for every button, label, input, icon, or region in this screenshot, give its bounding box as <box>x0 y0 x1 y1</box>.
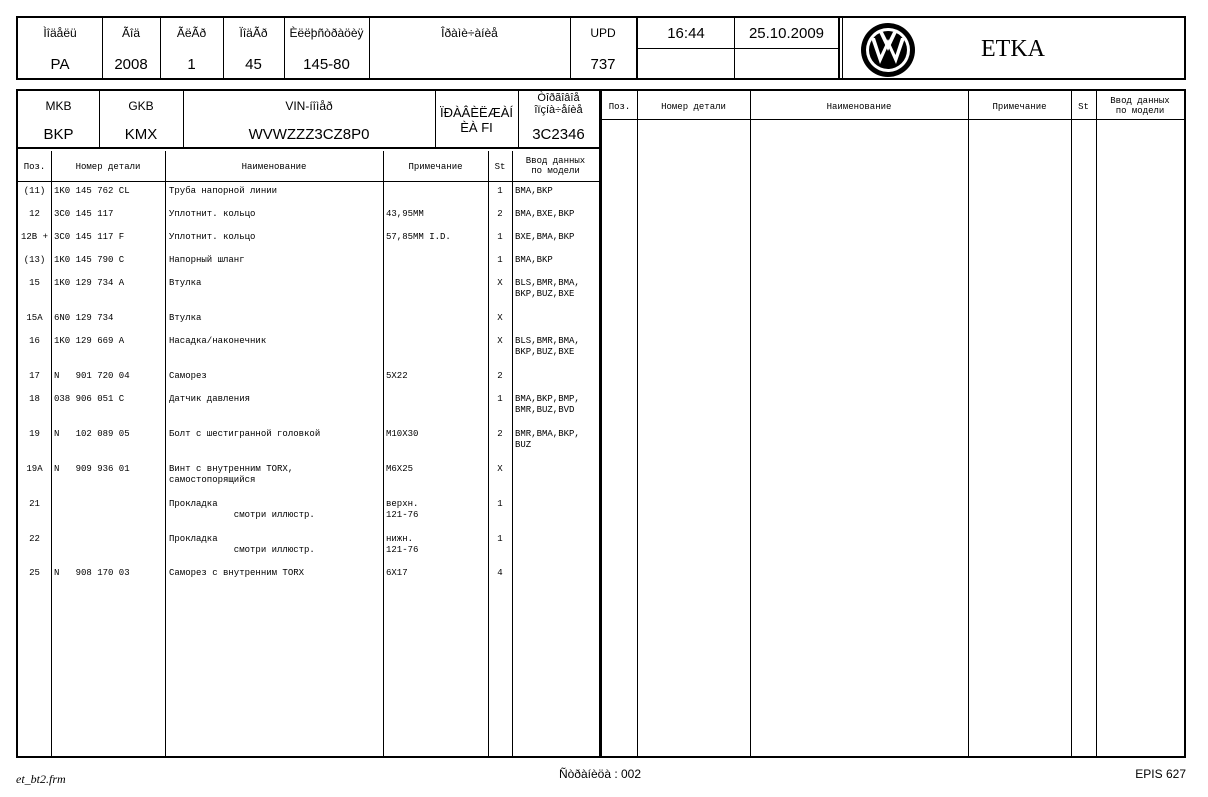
table-cell-st: 4 <box>497 568 503 578</box>
header-label-maingroup: ÃëÃð <box>176 26 207 40</box>
header-value-upd: 737 <box>590 56 616 73</box>
col-header-pos: Поз. <box>23 162 46 172</box>
right-col-header-name: Наименование <box>826 102 892 112</box>
table-row <box>18 464 599 488</box>
sub-value-vin: WVWZZZ3CZ8P0 <box>248 126 370 143</box>
table-row <box>18 232 599 256</box>
table-cell-note: 43,95MM <box>386 209 424 219</box>
sub-label-mkb: MKB <box>45 99 72 113</box>
sub-label-trade: Òîðãîâîå îïçíà÷åíèå <box>534 92 583 116</box>
sub-label-vin: VIN-íîìåð <box>285 99 333 113</box>
header-box <box>16 16 1186 80</box>
table-cell-pos: 25 <box>29 568 40 578</box>
table-cell-part: 1K0 129 669 A <box>54 336 125 346</box>
right-col-header-st: St <box>1078 102 1089 112</box>
table-cell-st: 1 <box>497 255 503 265</box>
table-cell-model: BMA,BXE,BKP <box>515 209 575 219</box>
table-cell-note: 57,85MM I.D. <box>386 232 451 242</box>
table-cell-model: BMA,BKP <box>515 186 553 196</box>
table-cell-name: Прокладка смотри иллюстр. <box>169 499 315 520</box>
table-cell-st: 1 <box>497 232 503 242</box>
footer-epis: EPIS 627 <box>1135 767 1186 781</box>
table-cell-model: BMA,BKP,BMP, BMR,BUZ,BVD <box>515 394 580 415</box>
sub-label-gkb: GKB <box>128 99 154 113</box>
table-cell-model: BLS,BMR,BMA, BKP,BUZ,BXE <box>515 278 580 299</box>
table-row <box>18 278 599 302</box>
right-col-header-note: Примечание <box>992 102 1047 112</box>
table-cell-name: Уплотнит. кольцо <box>169 209 256 219</box>
table-cell-name: Труба напорной линии <box>169 186 278 196</box>
table-cell-st: 1 <box>497 394 503 404</box>
table-cell-name: Болт с шестигранной головкой <box>169 429 321 439</box>
header-time: 16:44 <box>667 25 705 42</box>
table-cell-name: Прокладка смотри иллюстр. <box>169 534 315 555</box>
footer-page: Ñòðàíèöà : 002 <box>558 767 642 781</box>
header-value-subgroup: 45 <box>245 56 262 73</box>
table-cell-part: 038 906 051 C <box>54 394 125 404</box>
table-cell-st: X <box>497 336 503 346</box>
table-row <box>18 429 599 453</box>
table-cell-pos: (11) <box>23 186 46 196</box>
sub-value-gkb: KMX <box>124 126 158 143</box>
table-cell-st: 1 <box>497 186 503 196</box>
table-cell-model: BLS,BMR,BMA, BKP,BUZ,BXE <box>515 336 580 357</box>
table-row <box>18 209 599 233</box>
table-cell-pos: 18 <box>29 394 40 404</box>
table-cell-name: Уплотнит. кольцо <box>169 232 256 242</box>
col-header-st: St <box>494 162 506 172</box>
footer-form-name: et_bt2.frm <box>16 772 66 786</box>
table-cell-note: 6X17 <box>386 568 408 578</box>
header-label-illustration: Èëëþñòðàöèÿ <box>289 26 364 40</box>
table-cell-part: N 909 936 01 <box>54 464 130 474</box>
header-label-year: Ãîä <box>121 26 140 40</box>
table-cell-pos: 15A <box>26 313 43 323</box>
table-cell-model: BMR,BMA,BKP, BUZ <box>515 429 580 450</box>
left-panel <box>16 89 601 758</box>
table-cell-name: Саморез с внутренним TORX <box>169 568 305 578</box>
col-header-name: Наименование <box>241 162 307 172</box>
table-cell-name: Саморез <box>169 371 207 381</box>
table-cell-name: Насадка/наконечник <box>169 336 267 346</box>
vw-logo-icon <box>858 22 918 78</box>
table-cell-note: верхн. 121-76 <box>386 499 419 520</box>
table-cell-pos: 22 <box>29 534 40 544</box>
right-col-header-pos: Поз. <box>608 102 631 112</box>
table-cell-st: 2 <box>497 209 503 219</box>
table-cell-st: X <box>497 464 503 474</box>
table-cell-name: Втулка <box>169 313 202 323</box>
table-cell-name: Датчик давления <box>169 394 251 404</box>
header-label-model: Ìîäåëü <box>43 26 77 40</box>
table-cell-part: 3C0 145 117 <box>54 209 114 219</box>
table-cell-pos: 15 <box>29 278 40 288</box>
col-header-model: Ввод данных по модели <box>525 156 586 176</box>
table-cell-part: 1K0 129 734 A <box>54 278 125 288</box>
table-cell-st: X <box>497 278 503 288</box>
table-cell-name: Втулка <box>169 278 202 288</box>
right-col-header-model: Ввод данных по модели <box>1110 96 1170 116</box>
table-cell-model: BMA,BKP <box>515 255 553 265</box>
table-cell-pos: 12 <box>29 209 40 219</box>
table-cell-model: BXE,BMA,BKP <box>515 232 575 242</box>
col-header-part: Номер детали <box>75 162 141 172</box>
table-cell-note: M6X25 <box>386 464 414 474</box>
table-cell-st: X <box>497 313 503 323</box>
header-label-subgroup: ÏîäÃð <box>239 26 268 40</box>
table-cell-part: 1K0 145 762 CL <box>54 186 130 196</box>
header-value-illustration: 145-80 <box>303 56 350 73</box>
table-cell-part: N 901 720 04 <box>54 371 130 381</box>
table-cell-st: 1 <box>497 534 503 544</box>
table-cell-name: Напорный шланг <box>169 255 245 265</box>
table-row <box>18 568 599 592</box>
header-label-upd: UPD <box>590 26 616 40</box>
table-row <box>18 336 599 360</box>
table-cell-name: Винт с внутренним TORX, самостопорящийся <box>169 464 294 485</box>
table-cell-part: 6N0 129 734 <box>54 313 114 323</box>
sub-value-mkb: BKP <box>43 126 74 143</box>
right-panel <box>600 89 1186 758</box>
header-value-model: PA <box>50 56 70 73</box>
table-cell-st: 2 <box>497 371 503 381</box>
table-cell-part: 3C0 145 117 F <box>54 232 125 242</box>
header-date: 25.10.2009 <box>748 25 825 42</box>
table-cell-part: 1K0 145 790 C <box>54 255 125 265</box>
table-cell-note: 5X22 <box>386 371 408 381</box>
table-row <box>18 255 599 279</box>
col-header-note: Примечание <box>408 162 463 172</box>
table-cell-note: нижн. 121-76 <box>386 534 419 555</box>
table-cell-pos: 19 <box>29 429 40 439</box>
brand-title: ETKA <box>981 36 1045 62</box>
table-cell-pos: 12B + <box>20 232 48 242</box>
table-cell-pos: (13) <box>23 255 46 265</box>
table-row <box>18 499 599 523</box>
table-row <box>18 186 599 210</box>
sub-value-trade: 3C2346 <box>532 126 585 143</box>
table-row <box>18 313 599 337</box>
header-value-maingroup: 1 <box>187 56 196 73</box>
table-cell-pos: 21 <box>29 499 40 509</box>
table-cell-pos: 19A <box>26 464 43 474</box>
table-cell-st: 1 <box>497 499 503 509</box>
header-label-remark: Îðàìè÷àíèå <box>441 26 498 40</box>
table-cell-st: 2 <box>497 429 503 439</box>
header-value-year: 2008 <box>114 56 148 73</box>
table-cell-pos: 16 <box>29 336 40 346</box>
table-cell-note: M10X30 <box>386 429 419 439</box>
table-cell-part: N 908 170 03 <box>54 568 130 578</box>
table-cell-part: N 102 089 05 <box>54 429 130 439</box>
table-cell-pos: 17 <box>29 371 40 381</box>
sub-label-steering: ÏÐÀÂÈËÆÀÍ ÈÀ FI <box>440 105 513 135</box>
table-row <box>18 371 599 395</box>
right-col-header-part: Номер детали <box>661 102 726 112</box>
table-row <box>18 534 599 558</box>
parts-table-body <box>18 151 599 756</box>
table-row <box>18 394 599 418</box>
